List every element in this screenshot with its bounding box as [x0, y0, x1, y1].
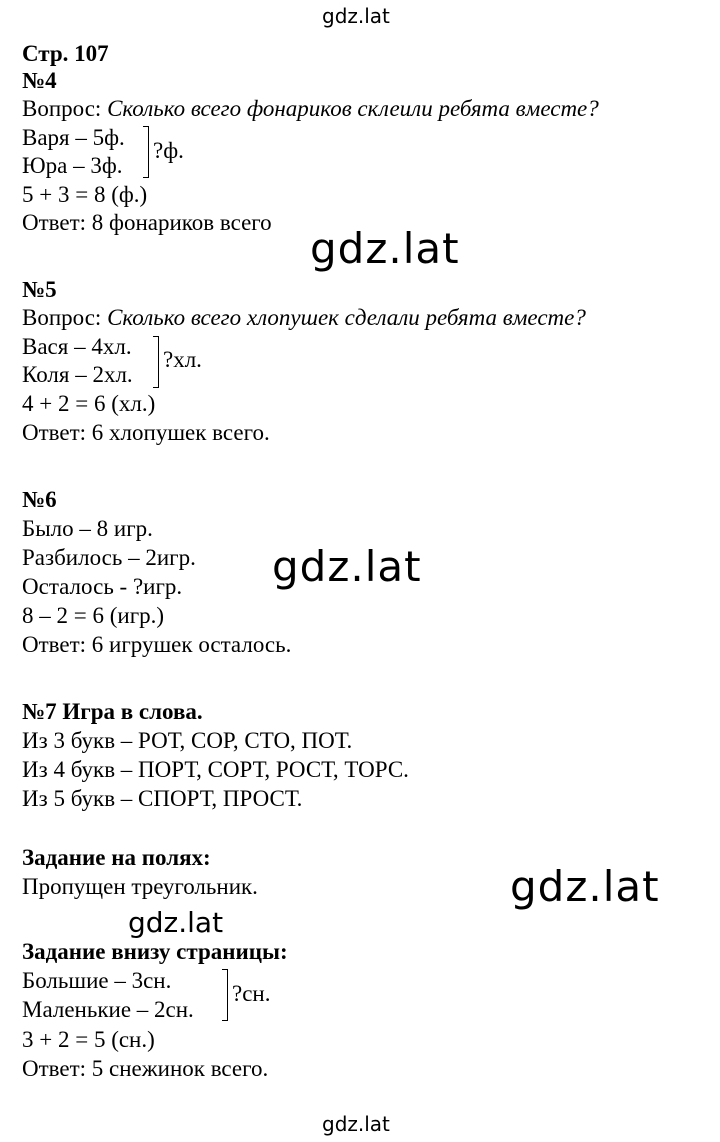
task6-line3: Осталось - ?игр. [22, 574, 183, 599]
margin-task-heading: Задание на полях: [22, 845, 211, 870]
task5-brace [153, 336, 159, 388]
task5-question-label: Вопрос: [22, 305, 108, 330]
watermark-bottom: gdz.lat [322, 1112, 390, 1136]
page-title: Стр. 107 [22, 41, 109, 66]
task6-answer: Ответ: 6 игрушек осталось. [22, 632, 292, 657]
task4-question-text: Сколько всего фонариков склеили ребята вместе? [107, 96, 599, 121]
task5-question [22, 304, 586, 331]
task5-line1: Вася – 4хл. [22, 334, 132, 359]
watermark-top: gdz.lat [322, 4, 390, 28]
task5-answer: Ответ: 6 хлопушек всего. [22, 420, 270, 445]
task4-brace-label: ?ф. [153, 138, 184, 163]
task4-question [22, 95, 599, 122]
watermark-mid-2: gdz.lat [272, 542, 422, 591]
task6-heading: №6 [22, 487, 57, 512]
task6-line2: Разбилось – 2игр. [22, 545, 196, 570]
margin-task-text: Пропущен треугольник. [22, 874, 258, 899]
bottom-task-heading: Задание внизу страницы: [22, 939, 288, 964]
bottom-task-line1: Большие – 3сн. [22, 968, 172, 993]
task5-line2: Коля – 2хл. [22, 362, 133, 387]
task4-question-label: Вопрос: [22, 96, 108, 121]
task4-heading: №4 [22, 68, 57, 93]
task7-line2: Из 4 букв – ПОРТ, СОРТ, РОСТ, ТОРС. [22, 757, 409, 782]
task4-line2: Юра – 3ф. [22, 153, 123, 178]
task7-line1: Из 3 букв – РОТ, СОР, СТО, ПОТ. [22, 728, 353, 753]
watermark-small: gdz.lat [128, 906, 224, 939]
task5-question-text: Сколько всего хлопушек сделали ребята вместе? [107, 305, 586, 330]
task4-equation: 5 + 3 = 8 (ф.) [22, 182, 148, 207]
bottom-task-line2: Маленькие – 2сн. [22, 997, 194, 1022]
task5-equation: 4 + 2 = 6 (хл.) [22, 391, 156, 416]
watermark-mid-1: gdz.lat [310, 224, 460, 273]
bottom-task-brace-label: ?сн. [232, 981, 271, 1006]
bottom-task-answer: Ответ: 5 снежинок всего. [22, 1056, 269, 1081]
watermark-mid-3: gdz.lat [510, 862, 660, 911]
bottom-task-equation: 3 + 2 = 5 (сн.) [22, 1027, 155, 1052]
task6-equation: 8 – 2 = 6 (игр.) [22, 603, 165, 628]
task6-line1: Было – 8 игр. [22, 516, 153, 541]
task7-heading: №7 Игра в слова. [22, 699, 203, 724]
task5-brace-label: ?хл. [163, 347, 202, 372]
bottom-task-brace [222, 969, 228, 1021]
task5-heading: №5 [22, 277, 57, 302]
task4-answer: Ответ: 8 фонариков всего [22, 210, 272, 235]
task4-line1: Варя – 5ф. [22, 125, 125, 150]
task4-brace [143, 126, 149, 178]
task7-line3: Из 5 букв – СПОРТ, ПРОСТ. [22, 786, 303, 811]
